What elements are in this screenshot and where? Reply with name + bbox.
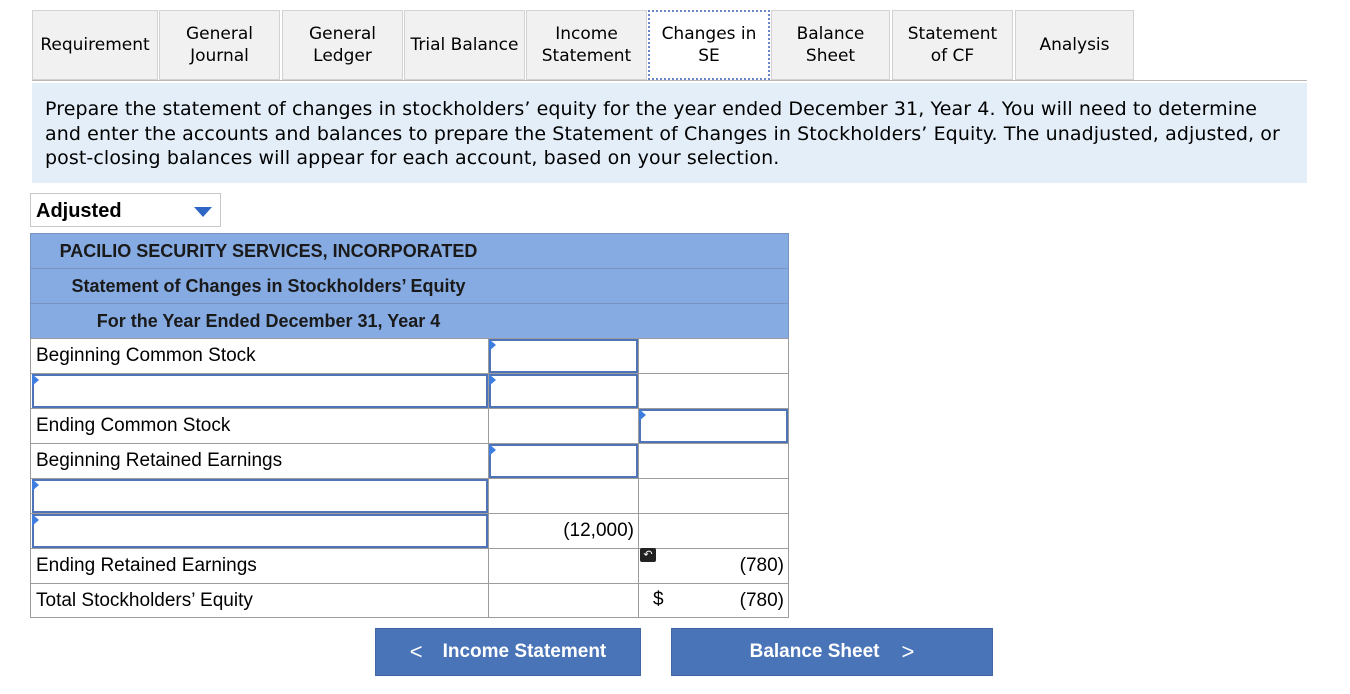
requirement-tabs	[32, 10, 1307, 81]
dropdown-selected-value: Adjusted	[36, 200, 122, 222]
tab-label: Trial Balance	[410, 35, 519, 55]
instructions-text: Prepare the statement of changes in stockholders’ equity for the year ended December 31, Year 4. You will need to determine and enter the accounts and balances to prepare the Statement of Changes in Stockholders’ Equity. The unadjusted, adjusted, or post-closing balances will appear for each account, based on your selection.	[32, 83, 1307, 183]
tab-general-journal[interactable]	[159, 10, 280, 80]
account-label: Beginning Common Stock	[36, 345, 256, 366]
tab-label: SE	[698, 46, 720, 66]
chevron-left-icon: <	[409, 639, 423, 664]
chevron-down-icon	[194, 207, 212, 217]
tab-label: Balance	[796, 24, 865, 44]
account-label: Ending Common Stock	[36, 415, 231, 436]
row-retained-earnings-addition	[30, 478, 789, 513]
tab-income-statement[interactable]	[526, 10, 647, 80]
tab-label: Statement	[541, 46, 632, 66]
next-balance-sheet-button[interactable]	[671, 628, 993, 676]
statement-of-changes-in-se	[30, 233, 789, 618]
tab-label: Ledger	[313, 46, 372, 66]
company-name: PACILIO SECURITY SERVICES, INCORPORATED	[59, 240, 478, 261]
tab-label: Statement	[907, 24, 998, 44]
tab-statement-of-cf[interactable]	[892, 10, 1013, 80]
prev-button-label: Income Statement	[442, 641, 607, 662]
account-label: Beginning Retained Earnings	[36, 450, 283, 471]
dividends-amount: (12,000)	[563, 520, 634, 541]
row-beginning-retained-earnings	[30, 443, 789, 478]
statement-company-header	[30, 233, 789, 268]
tab-label: Sheet	[805, 46, 856, 66]
ending-common-stock-amount-input[interactable]	[639, 409, 788, 443]
currency-symbol: $	[653, 589, 664, 610]
next-button-label: Balance Sheet	[749, 641, 880, 662]
beginning-common-stock-amount-input[interactable]	[489, 339, 638, 373]
ending-retained-earnings-amount: (780)	[739, 555, 784, 576]
tab-label: Journal	[190, 46, 249, 66]
row-ending-common-stock	[30, 408, 789, 443]
common-stock-change-amount-input[interactable]	[489, 374, 638, 408]
row-retained-earnings-deduction	[30, 513, 789, 548]
row-beginning-common-stock	[30, 338, 789, 373]
tab-label: General	[309, 24, 376, 44]
row-total-stockholders-equity	[30, 583, 789, 618]
retained-earnings-account-input-1[interactable]	[32, 479, 488, 513]
row-ending-retained-earnings	[30, 548, 789, 583]
tab-changes-in-se[interactable]	[648, 10, 770, 80]
account-label: Ending Retained Earnings	[36, 555, 257, 576]
tab-requirement[interactable]	[32, 10, 158, 80]
tab-label: Requirement	[40, 35, 150, 55]
retained-earnings-account-input-2[interactable]	[32, 514, 488, 548]
common-stock-account-input[interactable]	[32, 374, 488, 408]
tab-general-ledger[interactable]	[282, 10, 403, 80]
tab-label: of CF	[930, 46, 975, 66]
chevron-right-icon: >	[901, 639, 915, 664]
account-label: Total Stockholders’ Equity	[36, 590, 253, 611]
prev-income-statement-button[interactable]	[375, 628, 641, 676]
tab-trial-balance[interactable]	[404, 10, 525, 80]
total-stockholders-equity-amount: (780)	[739, 590, 784, 611]
statement-period: For the Year Ended December 31, Year 4	[96, 310, 441, 331]
tab-label: Income	[555, 24, 618, 44]
statement-title: Statement of Changes in Stockholders’ Equity	[71, 275, 466, 296]
beginning-retained-earnings-amount-input[interactable]	[489, 444, 638, 478]
tab-balance-sheet[interactable]	[771, 10, 890, 80]
statement-title-header	[30, 268, 789, 303]
balance-type-dropdown[interactable]	[30, 193, 221, 227]
row-common-stock-change	[30, 373, 789, 408]
tab-label: General	[186, 24, 253, 44]
undo-arrow-icon[interactable]: ↶	[640, 548, 656, 562]
tab-analysis[interactable]	[1015, 10, 1134, 80]
tab-label: Analysis	[1039, 35, 1110, 55]
statement-period-header	[30, 303, 789, 338]
tab-label: Changes in	[661, 24, 757, 44]
